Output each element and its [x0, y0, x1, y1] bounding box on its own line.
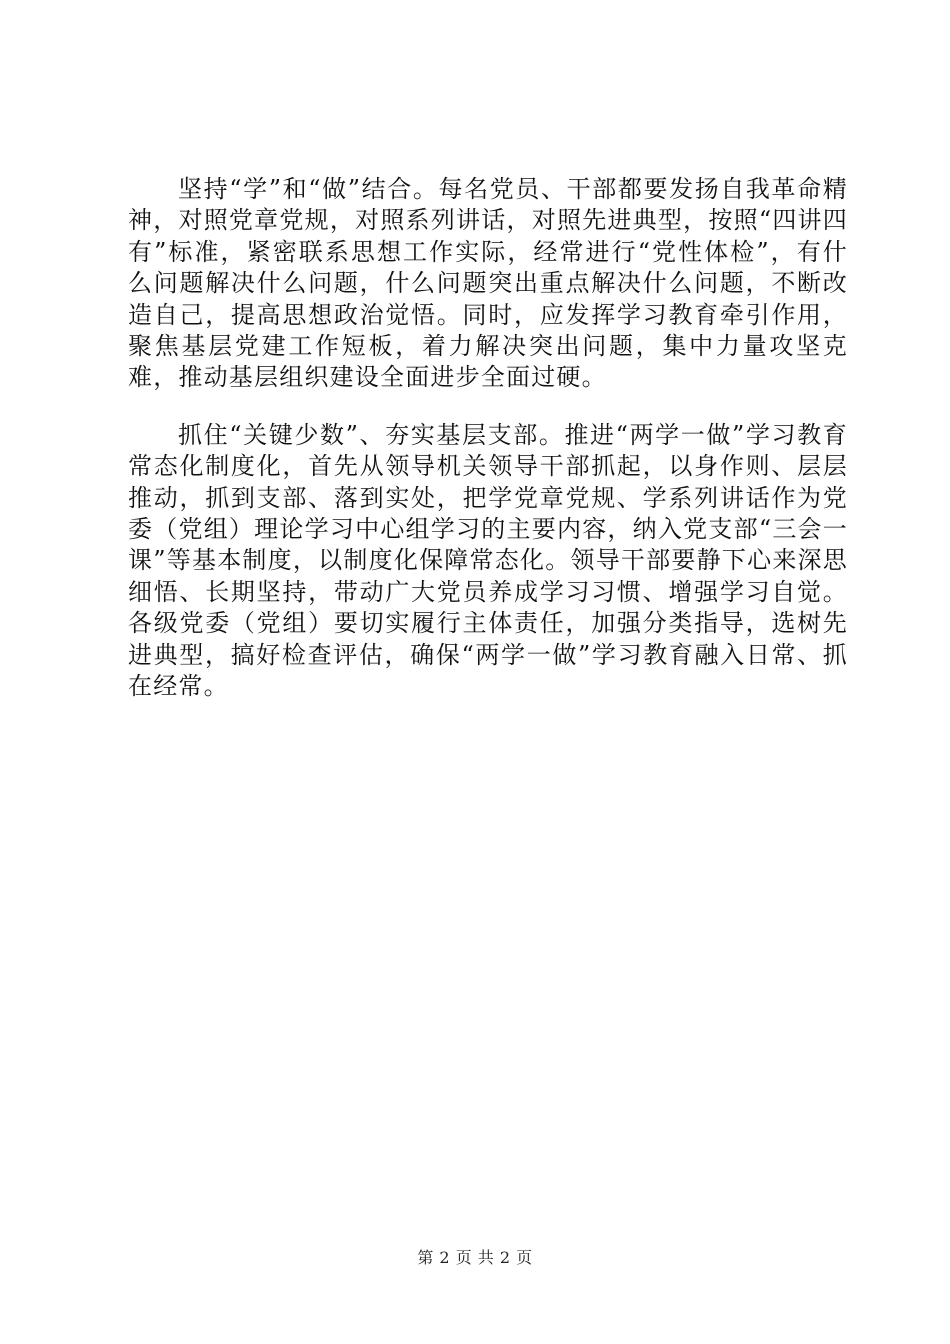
paragraph-2: 抓住“关键少数”、夯实基层支部。推进“两学一做”学习教育常态化制度化，首先从领导机关领导干部抓起，以身作则、层层推动，抓到支部、落到实处，把学党章党规、学系列讲话作为党委（党组）理论学习中心组学习的主要内容，纳入党支部“三会一课”等基本制度，以制度化保障常态化。领导干部要静下心来深思细悟、长期坚持，带动广大党员养成学习习惯、增强学习自觉。各级党委（党组）要切实履行主体责任，加强分类指导，选树先进典型，搞好检查评估，确保“两学一做”学习教育融入日常、抓在经常。 [128, 420, 848, 701]
document-body [128, 174, 848, 703]
paragraph-1: 坚持“学”和“做”结合。每名党员、干部都要发扬自我革命精神，对照党章党规，对照系列讲话，对照先进典型，按照“四讲四有”标准，紧密联系思想工作实际，经常进行“党性体检”，有什么问题解决什么问题，什么问题突出重点解决什么问题，不断改造自己，提高思想政治觉悟。同时，应发挥学习教育牵引作用，聚焦基层党建工作短板，着力解决突出问题，集中力量攻坚克难，推动基层组织建设全面进步全面过硬。 [128, 175, 848, 392]
page-footer: 第 2 页 共 2 页 [417, 1248, 533, 1267]
